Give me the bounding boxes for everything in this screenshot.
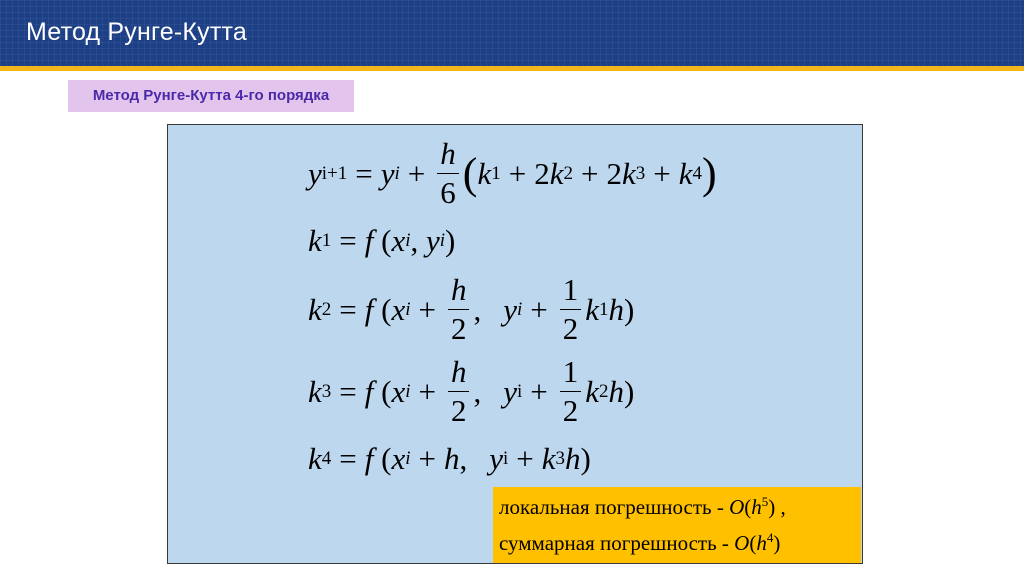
formula-main: y i+1 = y i + $\frac{h}{6}$ ( k 1 + 2 k 2 + 2 k 3 + k 4 ) [308, 136, 717, 210]
local-error-label: локальная погрешность - [499, 495, 730, 519]
total-error-label: суммарная погрешность - [499, 531, 735, 555]
section-subtitle: Метод Рунге-Кутта 4-го порядка [68, 80, 354, 112]
slide-title: Метод Рунге-Кутта [26, 18, 248, 46]
fraction-one-half: $\frac{1}{2}$ [560, 271, 582, 348]
formula-k4: k 4 = f ( x i + h , y i + k 3 h ) [308, 441, 591, 476]
fraction-h-over-6: $\frac{h}{6}$ [437, 135, 459, 212]
local-error-line: локальная погрешность - $O(h^5)$ , [499, 494, 786, 519]
fraction-h-over-2: $\frac{h}{2}$ [448, 271, 470, 348]
formula-k2: k 2 = f ( x i + $\frac{h}{2}$ , y i + $\frac{1}{2}$ k 1 h ) [308, 272, 635, 346]
header-accent-line [0, 66, 1024, 71]
fraction-h-over-2: $\frac{h}{2}$ [448, 353, 470, 430]
formula-k1: k 1 = f ( x i , y i ) [308, 223, 456, 258]
error-estimate-box [493, 487, 861, 563]
fraction-one-half: $\frac{1}{2}$ [560, 353, 582, 430]
formula-k3: k 3 = f ( x i + $\frac{h}{2}$ , y i + $\frac{1}{2}$ k 2 h ) [308, 354, 635, 428]
slide-header [0, 0, 1024, 66]
total-error-line: суммарная погрешность - $O(h^4)$ [499, 530, 781, 555]
formula-panel [167, 124, 863, 564]
